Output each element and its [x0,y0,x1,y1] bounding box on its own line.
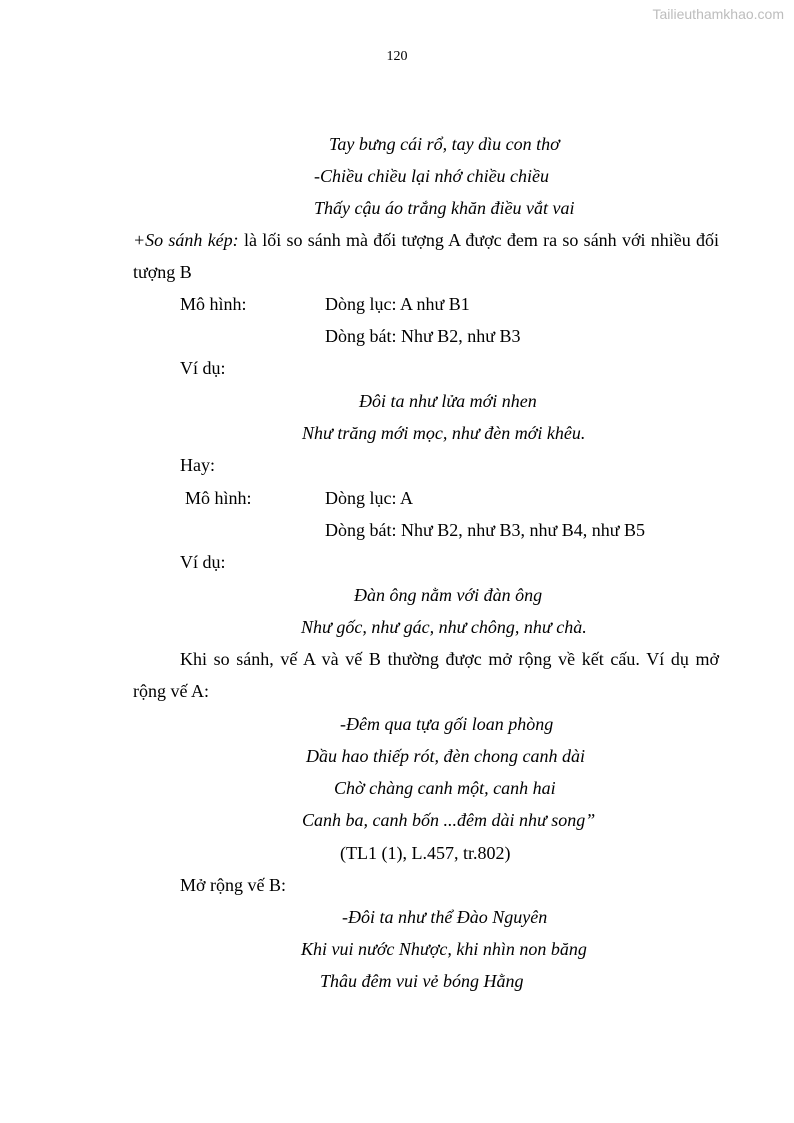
model-line: Dòng bát: Như B2, như B3, như B4, như B5 [325,520,646,540]
poem-line: Đàn ông nằm với đàn ông [354,585,543,605]
watermark: Tailieuthamkhao.com [652,6,784,22]
poem-line: Như gốc, như gác, như chông, như chà. [301,617,587,637]
page-number: 120 [386,49,408,64]
definition-text: là lối so sánh mà đối tượng A được đem ra so sánh với nhiều đối tượng B [133,230,719,282]
expand-b-label: Mở rộng vế B: [180,875,287,895]
poem-line: Canh ba, canh bốn ...đêm dài như song” [302,810,596,830]
model-line: Dòng lục: A [325,488,413,508]
poem-line: Tay bưng cái rổ, tay dìu con thơ [329,134,560,154]
model-label: Mô hình: [185,488,252,508]
poem-line: Như trăng mới mọc, như đèn mới khêu. [302,423,586,443]
poem-line: -Đôi ta như thể Đào Nguyên [342,907,548,927]
citation: (TL1 (1), L.457, tr.802) [340,843,511,863]
example-label: Ví dụ: [180,358,226,378]
model-line: Dòng lục: A như B1 [325,294,470,314]
definition-paragraph [133,224,719,288]
poem-line: Đôi ta như lửa mới nhen [359,391,537,411]
poem-line: -Chiều chiều lại nhớ chiều chiều [314,166,550,186]
body-paragraph: Khi so sánh, vế A và vế B thường được mở rộng về kết cấu. Ví dụ mở rộng vế A: [133,649,719,701]
model-label: Mô hình: [180,294,247,314]
term-label: +So sánh kép: [133,230,239,250]
poem-line: Thâu đêm vui vẻ bóng Hằng [320,971,524,991]
poem-line: Thấy cậu áo trắng khăn điều vắt vai [314,198,575,218]
poem-line: Khi vui nước Nhược, khi nhìn non băng [301,939,587,959]
model-line: Dòng bát: Như B2, như B3 [325,326,521,346]
poem-line: -Đêm qua tựa gối loan phòng [340,714,554,734]
hay-label: Hay: [180,455,215,475]
poem-line: Dầu hao thiếp rót, đèn chong canh dài [306,746,585,766]
example-label: Ví dụ: [180,552,226,572]
poem-line: Chờ chàng canh một, canh hai [334,778,556,798]
